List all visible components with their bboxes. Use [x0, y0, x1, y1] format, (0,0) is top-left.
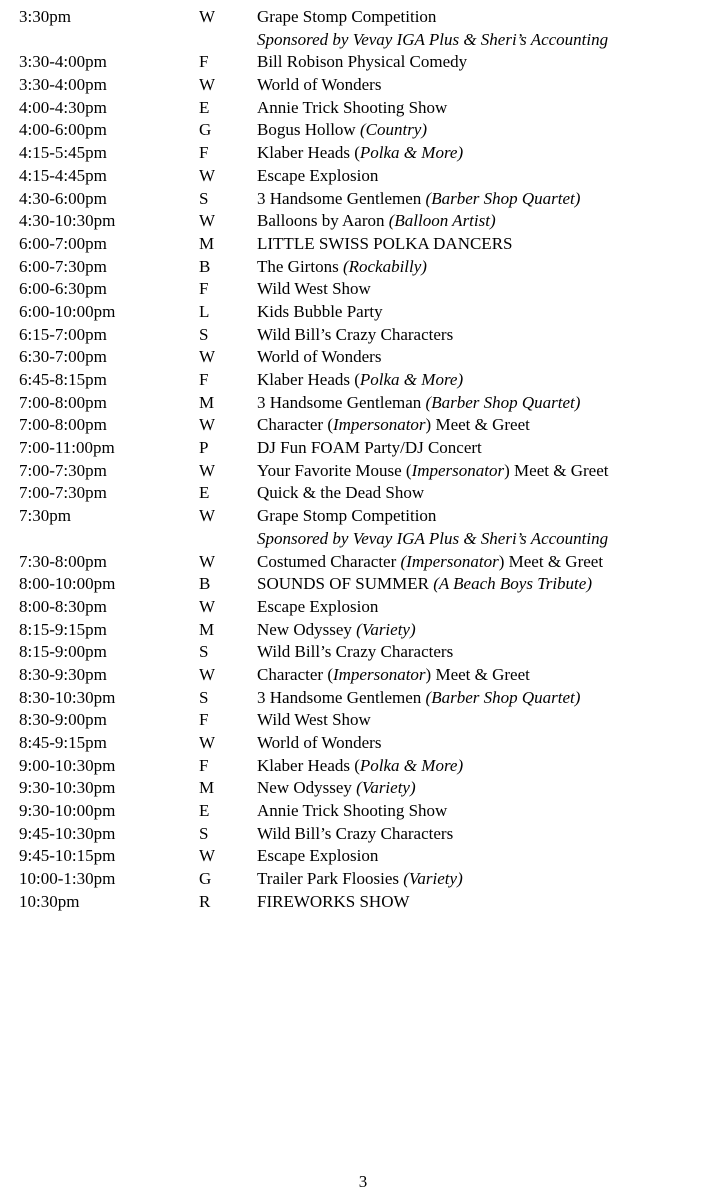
venue-code: W — [199, 460, 216, 480]
venue-code: W — [199, 664, 216, 684]
event-genre: (Barber Shop Quartet) — [425, 687, 581, 707]
event-name: Klaber Heads ( — [257, 755, 360, 775]
event-name: Balloons by Aaron — [257, 211, 389, 231]
spacer — [199, 29, 257, 52]
event-name: Bogus Hollow — [257, 120, 360, 140]
event-cell — [257, 845, 709, 868]
event-name: Character ( — [257, 415, 333, 435]
event-cell — [257, 732, 709, 755]
event-time: 8:30-9:30pm — [19, 664, 107, 684]
venue-code: W — [199, 733, 216, 752]
event-time: 7:00-11:00pm — [19, 438, 115, 458]
event-time: 7:00-7:30pm — [19, 460, 107, 480]
venue-code: B — [199, 256, 211, 276]
event-time: 6:45-8:15pm — [19, 370, 107, 389]
venue-code: P — [199, 438, 209, 458]
event-genre: (Impersonator — [400, 551, 499, 571]
event-time: 8:30-10:30pm — [19, 687, 116, 707]
event-cell — [257, 188, 709, 211]
event-name: Grape Stomp Competition — [257, 7, 437, 26]
schedule-row — [19, 301, 709, 324]
event-cell — [257, 891, 709, 914]
event-cell — [257, 800, 709, 823]
event-name: FIREWORKS SHOW — [257, 891, 410, 911]
event-cell — [257, 460, 709, 483]
event-time: 10:30pm — [19, 891, 80, 911]
schedule-row — [19, 324, 709, 347]
venue-code: W — [199, 506, 216, 526]
event-cell — [257, 755, 709, 778]
event-name: DJ Fun FOAM Party/DJ Concert — [257, 438, 482, 458]
event-time: 6:00-7:30pm — [19, 256, 107, 276]
event-genre: (Barber Shop Quartet) — [425, 188, 581, 208]
event-genre: (Barber Shop Quartet) — [425, 392, 581, 412]
schedule-row — [19, 777, 709, 800]
event-time: 9:45-10:30pm — [19, 823, 116, 843]
schedule-row — [19, 687, 709, 710]
event-cell — [257, 278, 709, 301]
event-name: Grape Stomp Competition — [257, 506, 437, 526]
event-time: 6:30-7:00pm — [19, 347, 107, 367]
event-cell — [257, 482, 709, 505]
schedule-row — [19, 369, 709, 392]
event-name: Quick & the Dead Show — [257, 483, 425, 503]
event-cell — [257, 437, 709, 460]
event-time: 4:00-4:30pm — [19, 97, 107, 117]
venue-code: W — [199, 165, 216, 185]
event-cell — [257, 619, 709, 642]
schedule-row — [19, 823, 709, 846]
schedule-row — [19, 505, 709, 528]
venue-code: W — [199, 75, 216, 95]
event-cell — [257, 777, 709, 800]
schedule-table — [19, 6, 709, 914]
event-time: 4:30-6:00pm — [19, 188, 107, 208]
event-cell — [257, 6, 709, 29]
event-cell — [257, 505, 709, 528]
event-genre: (Rockabilly) — [342, 256, 427, 276]
event-time: 7:00-8:00pm — [19, 392, 107, 412]
venue-code: E — [199, 801, 210, 821]
event-time: 9:30-10:30pm — [19, 778, 116, 798]
venue-code: M — [199, 233, 215, 253]
schedule-row — [19, 165, 709, 188]
sponsor-row — [19, 528, 709, 551]
event-genre: Polka & More) — [359, 370, 464, 389]
schedule-row — [19, 732, 709, 755]
event-cell — [257, 641, 709, 664]
event-name: World of Wonders — [257, 733, 382, 752]
schedule-row — [19, 346, 709, 369]
venue-code: L — [199, 301, 210, 321]
event-time: 9:45-10:15pm — [19, 846, 116, 866]
event-name: 3 Handsome Gentlemen — [257, 188, 426, 208]
venue-code: G — [199, 120, 212, 140]
event-genre: (Variety) — [356, 778, 416, 798]
venue-code: E — [199, 97, 210, 117]
schedule-row — [19, 278, 709, 301]
event-genre: (Country) — [359, 120, 428, 140]
event-cell — [257, 74, 709, 97]
schedule-row — [19, 460, 709, 483]
event-genre: (A Beach Boys Tribute) — [433, 574, 592, 594]
event-cell — [257, 823, 709, 846]
venue-code: R — [199, 891, 211, 911]
schedule-row — [19, 233, 709, 256]
event-name: Kids Bubble Party — [257, 301, 383, 321]
event-suffix: ) Meet & Greet — [498, 551, 604, 571]
event-name: Wild Bill’s Crazy Characters — [257, 642, 454, 662]
event-time: 8:15-9:00pm — [19, 642, 107, 662]
event-genre: Polka & More) — [359, 755, 464, 775]
event-cell — [257, 551, 709, 574]
venue-code: S — [199, 188, 209, 208]
spacer — [19, 29, 199, 52]
event-cell — [257, 596, 709, 619]
event-time: 7:30pm — [19, 506, 71, 526]
event-name: Escape Explosion — [257, 596, 379, 616]
event-cell — [257, 142, 709, 165]
schedule-row — [19, 482, 709, 505]
venue-code: M — [199, 619, 215, 639]
schedule-row — [19, 800, 709, 823]
event-cell — [257, 664, 709, 687]
event-name: Annie Trick Shooting Show — [257, 801, 448, 821]
event-time: 8:00-8:30pm — [19, 596, 107, 616]
event-cell — [257, 392, 709, 415]
event-name: New Odyssey — [257, 619, 357, 639]
event-time: 4:30-10:30pm — [19, 211, 116, 231]
venue-code: S — [199, 823, 209, 843]
schedule-row — [19, 142, 709, 165]
event-time: 4:15-5:45pm — [19, 143, 107, 163]
event-time: 7:00-7:30pm — [19, 483, 107, 503]
event-cell — [257, 709, 709, 732]
schedule-row — [19, 392, 709, 415]
schedule-row — [19, 6, 709, 29]
event-suffix: ) Meet & Greet — [504, 460, 609, 480]
event-time: 10:00-1:30pm — [19, 869, 116, 889]
event-name: Klaber Heads ( — [257, 370, 360, 389]
schedule-row — [19, 868, 709, 891]
schedule-row — [19, 119, 709, 142]
event-cell — [257, 51, 709, 74]
event-genre: Impersonator — [411, 460, 505, 480]
venue-code: S — [199, 687, 209, 707]
venue-code: F — [199, 52, 209, 72]
venue-code: E — [199, 483, 210, 503]
event-name: World of Wonders — [257, 75, 382, 95]
event-cell — [257, 97, 709, 120]
event-time: 8:15-9:15pm — [19, 619, 107, 639]
event-cell — [257, 165, 709, 188]
event-time: 3:30pm — [19, 7, 71, 26]
venue-code: W — [199, 415, 216, 435]
schedule-row — [19, 256, 709, 279]
venue-code: S — [199, 642, 209, 662]
event-genre: (Balloon Artist) — [388, 211, 496, 231]
schedule-row — [19, 596, 709, 619]
event-cell — [257, 119, 709, 142]
event-time: 4:15-4:45pm — [19, 165, 107, 185]
event-cell — [257, 233, 709, 256]
venue-code: W — [199, 347, 216, 367]
event-name: 3 Handsome Gentleman — [257, 392, 426, 412]
event-cell — [257, 369, 709, 392]
event-time: 4:00-6:00pm — [19, 120, 107, 140]
event-name: World of Wonders — [257, 347, 382, 367]
venue-code: M — [199, 778, 215, 798]
event-time: 9:00-10:30pm — [19, 755, 116, 775]
schedule-row — [19, 619, 709, 642]
event-time: 6:00-7:00pm — [19, 233, 107, 253]
event-name: Wild West Show — [257, 279, 371, 299]
venue-code: F — [199, 370, 209, 389]
sponsor-row — [19, 29, 709, 52]
schedule-row — [19, 51, 709, 74]
event-name: New Odyssey — [257, 778, 357, 798]
event-cell — [257, 687, 709, 710]
venue-code: W — [199, 7, 216, 26]
spacer — [19, 528, 199, 551]
schedule-row — [19, 414, 709, 437]
event-cell — [257, 414, 709, 437]
schedule-row — [19, 664, 709, 687]
event-time: 8:00-10:00pm — [19, 574, 116, 594]
venue-code: F — [199, 279, 209, 299]
schedule-row — [19, 437, 709, 460]
schedule-row — [19, 74, 709, 97]
event-time: 3:30-4:00pm — [19, 52, 107, 72]
venue-code: W — [199, 846, 216, 866]
schedule-row — [19, 210, 709, 233]
event-name: Annie Trick Shooting Show — [257, 97, 448, 117]
venue-code: F — [199, 710, 209, 730]
schedule-row — [19, 709, 709, 732]
event-time: 9:30-10:00pm — [19, 801, 116, 821]
event-genre: (Variety) — [356, 619, 416, 639]
venue-code: W — [199, 211, 216, 231]
event-name: Klaber Heads ( — [257, 143, 360, 163]
event-time: 8:30-9:00pm — [19, 710, 107, 730]
event-cell — [257, 324, 709, 347]
event-name: Character ( — [257, 664, 333, 684]
event-time: 7:00-8:00pm — [19, 415, 107, 435]
event-cell — [257, 868, 709, 891]
event-genre: Impersonator — [332, 664, 426, 684]
event-genre: Impersonator — [332, 415, 426, 435]
schedule-row — [19, 573, 709, 596]
event-name: Wild West Show — [257, 710, 371, 730]
event-name: Costumed Character — [257, 551, 401, 571]
event-name: LITTLE SWISS POLKA DANCERS — [257, 233, 513, 253]
event-cell — [257, 573, 709, 596]
venue-code: S — [199, 324, 209, 344]
event-genre: (Variety) — [403, 869, 463, 889]
venue-code: M — [199, 392, 215, 412]
event-name: Wild Bill’s Crazy Characters — [257, 324, 454, 344]
spacer — [199, 528, 257, 551]
page-number: 3 — [358, 1172, 368, 1191]
sponsor-text: Sponsored by Vevay IGA Plus & Sheri’s Accounting — [257, 29, 609, 49]
schedule-row — [19, 551, 709, 574]
event-time: 8:45-9:15pm — [19, 733, 107, 752]
event-name: Escape Explosion — [257, 165, 379, 185]
event-name: Your Favorite Mouse ( — [257, 460, 412, 480]
event-name: SOUNDS OF SUMMER — [257, 574, 434, 594]
event-time: 6:00-6:30pm — [19, 279, 107, 299]
schedule-row — [19, 97, 709, 120]
event-time: 6:15-7:00pm — [19, 324, 107, 344]
event-name: Trailer Park Floosies — [257, 869, 404, 889]
event-name: The Girtons — [257, 256, 343, 276]
event-suffix: ) Meet & Greet — [425, 664, 530, 684]
venue-code: W — [199, 596, 216, 616]
event-time: 3:30-4:00pm — [19, 75, 107, 95]
venue-code: F — [199, 755, 209, 775]
event-name: 3 Handsome Gentlemen — [257, 687, 426, 707]
event-suffix: ) Meet & Greet — [425, 415, 530, 435]
venue-code: F — [199, 143, 209, 163]
event-cell — [257, 346, 709, 369]
event-genre: Polka & More) — [359, 143, 464, 163]
venue-code: B — [199, 574, 211, 594]
sponsor-text: Sponsored by Vevay IGA Plus & Sheri’s Accounting — [257, 528, 609, 548]
schedule-row — [19, 188, 709, 211]
venue-code: G — [199, 869, 212, 889]
event-cell — [257, 301, 709, 324]
event-name: Escape Explosion — [257, 846, 379, 866]
schedule-row — [19, 755, 709, 778]
schedule-row — [19, 845, 709, 868]
event-time: 6:00-10:00pm — [19, 301, 116, 321]
schedule-row — [19, 891, 709, 914]
event-time: 7:30-8:00pm — [19, 551, 107, 571]
venue-code: W — [199, 551, 216, 571]
event-name: Bill Robison Physical Comedy — [257, 52, 468, 72]
event-cell — [257, 210, 709, 233]
event-name: Wild Bill’s Crazy Characters — [257, 823, 454, 843]
schedule-row — [19, 641, 709, 664]
event-cell — [257, 256, 709, 279]
